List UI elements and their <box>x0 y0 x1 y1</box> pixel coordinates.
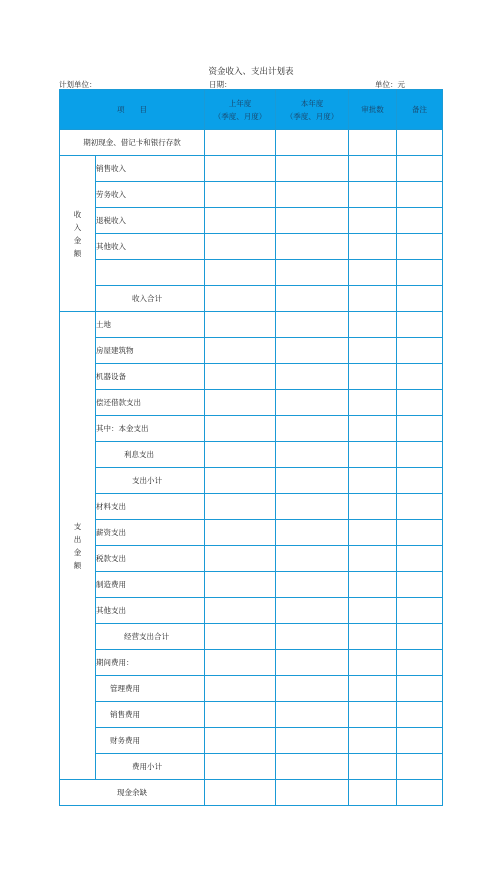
input-cell[interactable] <box>397 234 443 260</box>
input-cell[interactable] <box>205 676 276 702</box>
input-cell[interactable] <box>205 260 276 286</box>
input-cell[interactable] <box>276 442 349 468</box>
table-row <box>60 650 443 676</box>
input-cell[interactable] <box>349 520 397 546</box>
row-label: 管理费用 <box>96 676 205 702</box>
input-cell[interactable] <box>205 728 276 754</box>
row-label: 其中：本金支出 <box>96 416 205 442</box>
input-cell[interactable] <box>205 780 276 806</box>
input-cell[interactable] <box>397 546 443 572</box>
input-cell[interactable] <box>276 364 349 390</box>
row-label: 销售费用 <box>96 702 205 728</box>
input-cell[interactable] <box>397 780 443 806</box>
input-cell[interactable] <box>397 702 443 728</box>
input-cell[interactable] <box>397 286 443 312</box>
input-cell[interactable] <box>276 182 349 208</box>
input-cell[interactable] <box>276 260 349 286</box>
row-label: 期间费用： <box>96 650 205 676</box>
input-cell[interactable] <box>276 286 349 312</box>
input-cell[interactable] <box>276 598 349 624</box>
input-cell[interactable] <box>349 598 397 624</box>
input-cell[interactable] <box>349 676 397 702</box>
input-cell[interactable] <box>349 182 397 208</box>
input-cell[interactable] <box>205 546 276 572</box>
table-row <box>60 624 443 650</box>
input-cell[interactable] <box>205 650 276 676</box>
table-row <box>60 468 443 494</box>
input-cell[interactable] <box>276 312 349 338</box>
input-cell[interactable] <box>349 364 397 390</box>
input-cell[interactable] <box>349 416 397 442</box>
input-cell[interactable] <box>397 598 443 624</box>
input-cell[interactable] <box>349 234 397 260</box>
header-remark: 备注 <box>397 90 443 130</box>
table-row <box>60 338 443 364</box>
input-cell[interactable] <box>276 208 349 234</box>
input-cell[interactable] <box>205 416 276 442</box>
input-cell[interactable] <box>205 754 276 780</box>
table-row <box>60 520 443 546</box>
input-cell[interactable] <box>205 338 276 364</box>
input-cell[interactable] <box>205 234 276 260</box>
input-cell[interactable] <box>397 728 443 754</box>
input-cell[interactable] <box>397 442 443 468</box>
input-cell[interactable] <box>205 468 276 494</box>
input-cell[interactable] <box>205 390 276 416</box>
input-cell[interactable] <box>205 130 276 156</box>
input-cell[interactable] <box>276 338 349 364</box>
cash-balance-label: 现金余缺 <box>60 780 205 806</box>
input-cell[interactable] <box>349 702 397 728</box>
input-cell[interactable] <box>397 260 443 286</box>
input-cell[interactable] <box>349 260 397 286</box>
header-this-year: 本年度 （季度、月度） <box>276 90 349 130</box>
table-row <box>60 390 443 416</box>
row-label: 材料支出 <box>96 494 205 520</box>
table-row <box>60 208 443 234</box>
input-cell[interactable] <box>276 416 349 442</box>
row-label: 其他支出 <box>96 598 205 624</box>
row-label: 土地 <box>96 312 205 338</box>
input-cell[interactable] <box>205 572 276 598</box>
input-cell[interactable] <box>276 702 349 728</box>
date-label: 日期： <box>209 80 232 89</box>
opening-balance-label: 期初现金、借记卡和银行存款 <box>60 130 205 156</box>
input-cell[interactable] <box>397 520 443 546</box>
header-last-year: 上年度 （季度、月度） <box>205 90 276 130</box>
input-cell[interactable] <box>205 624 276 650</box>
row-label: 房屋建筑物 <box>96 338 205 364</box>
row-label: 经营支出合计 <box>96 624 205 650</box>
input-cell[interactable] <box>349 338 397 364</box>
table-header-row <box>60 90 443 130</box>
input-cell[interactable] <box>205 182 276 208</box>
input-cell[interactable] <box>349 494 397 520</box>
table-row <box>60 442 443 468</box>
input-cell[interactable] <box>276 494 349 520</box>
table-row <box>60 286 443 312</box>
income-group-label: 收 入 金 额 <box>60 156 96 312</box>
row-label: 销售收入 <box>96 156 205 182</box>
table-row <box>60 182 443 208</box>
row-label: 支出小计 <box>96 468 205 494</box>
input-cell[interactable] <box>397 572 443 598</box>
table-row <box>60 676 443 702</box>
input-cell[interactable] <box>397 416 443 442</box>
row-label: 费用小计 <box>96 754 205 780</box>
input-cell[interactable] <box>349 728 397 754</box>
input-cell[interactable] <box>349 312 397 338</box>
input-cell[interactable] <box>349 442 397 468</box>
input-cell[interactable] <box>397 650 443 676</box>
table-row <box>60 572 443 598</box>
input-cell[interactable] <box>397 494 443 520</box>
table-row <box>60 156 443 182</box>
input-cell[interactable] <box>397 208 443 234</box>
input-cell[interactable] <box>205 208 276 234</box>
row-label: 税款支出 <box>96 546 205 572</box>
input-cell[interactable] <box>397 312 443 338</box>
cash-plan-table <box>59 89 443 806</box>
table-row <box>60 130 443 156</box>
plan-unit-label: 计划单位： <box>59 80 97 89</box>
input-cell[interactable] <box>397 338 443 364</box>
input-cell[interactable] <box>349 650 397 676</box>
input-cell[interactable] <box>276 572 349 598</box>
input-cell[interactable] <box>349 624 397 650</box>
input-cell[interactable] <box>205 520 276 546</box>
table-row <box>60 234 443 260</box>
input-cell[interactable] <box>397 182 443 208</box>
input-cell[interactable] <box>276 130 349 156</box>
table-row <box>60 702 443 728</box>
input-cell[interactable] <box>276 624 349 650</box>
row-label: 其他收入 <box>96 234 205 260</box>
row-label: 机器设备 <box>96 364 205 390</box>
input-cell[interactable] <box>205 702 276 728</box>
input-cell[interactable] <box>276 156 349 182</box>
input-cell[interactable] <box>276 546 349 572</box>
input-cell[interactable] <box>397 624 443 650</box>
input-cell[interactable] <box>397 676 443 702</box>
input-cell[interactable] <box>205 442 276 468</box>
input-cell[interactable] <box>205 312 276 338</box>
input-cell[interactable] <box>276 676 349 702</box>
input-cell[interactable] <box>205 364 276 390</box>
table-row <box>60 598 443 624</box>
row-label: 财务费用 <box>96 728 205 754</box>
input-cell[interactable] <box>276 754 349 780</box>
row-label-empty[interactable] <box>96 260 205 286</box>
table-row <box>60 312 443 338</box>
table-row <box>60 364 443 390</box>
input-cell[interactable] <box>276 728 349 754</box>
input-cell[interactable] <box>276 650 349 676</box>
input-cell[interactable] <box>205 494 276 520</box>
row-label: 偿还借款支出 <box>96 390 205 416</box>
input-cell[interactable] <box>276 468 349 494</box>
input-cell[interactable] <box>205 598 276 624</box>
table-row <box>60 260 443 286</box>
input-cell[interactable] <box>349 156 397 182</box>
input-cell[interactable] <box>397 364 443 390</box>
row-label: 薪资支出 <box>96 520 205 546</box>
table-row <box>60 416 443 442</box>
income-total-label: 收入合计 <box>96 286 205 312</box>
input-cell[interactable] <box>397 156 443 182</box>
input-cell[interactable] <box>397 468 443 494</box>
input-cell[interactable] <box>349 546 397 572</box>
input-cell[interactable] <box>276 520 349 546</box>
currency-unit-label: 单位：元 <box>375 80 405 89</box>
header-approved: 审批数 <box>349 90 397 130</box>
table-row <box>60 754 443 780</box>
input-cell[interactable] <box>397 390 443 416</box>
input-cell[interactable] <box>397 130 443 156</box>
input-cell[interactable] <box>349 468 397 494</box>
input-cell[interactable] <box>349 780 397 806</box>
input-cell[interactable] <box>349 286 397 312</box>
input-cell[interactable] <box>276 390 349 416</box>
input-cell[interactable] <box>349 572 397 598</box>
input-cell[interactable] <box>276 234 349 260</box>
input-cell[interactable] <box>349 208 397 234</box>
expense-group-label: 支 出 金 额 <box>60 312 96 780</box>
input-cell[interactable] <box>205 286 276 312</box>
input-cell[interactable] <box>205 156 276 182</box>
header-item: 项 目 <box>60 90 205 130</box>
table-row <box>60 780 443 806</box>
input-cell[interactable] <box>349 130 397 156</box>
input-cell[interactable] <box>349 754 397 780</box>
row-label: 退税收入 <box>96 208 205 234</box>
input-cell[interactable] <box>397 754 443 780</box>
table-row <box>60 728 443 754</box>
row-label: 劳务收入 <box>96 182 205 208</box>
table-row <box>60 494 443 520</box>
row-label: 制造费用 <box>96 572 205 598</box>
input-cell[interactable] <box>276 780 349 806</box>
table-row <box>60 546 443 572</box>
row-label: 利息支出 <box>96 442 205 468</box>
page-title: 资金收入、支出计划表 <box>208 67 294 77</box>
input-cell[interactable] <box>349 390 397 416</box>
